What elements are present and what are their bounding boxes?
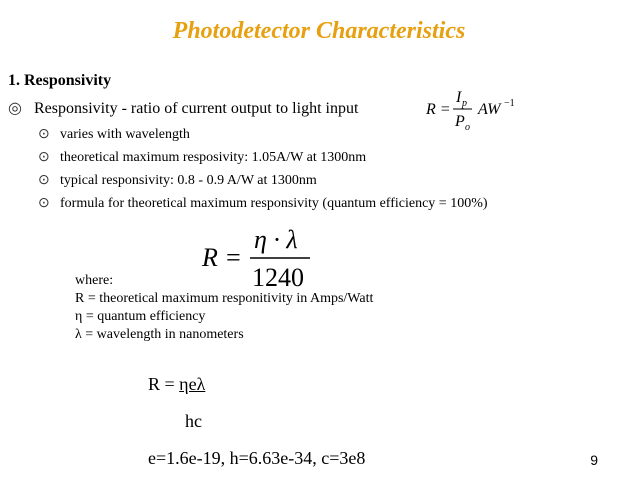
formula-small-unit-exp: −1 bbox=[504, 98, 515, 109]
sub-bullet bbox=[38, 149, 366, 166]
sub-bullet-icon: ⊙ bbox=[38, 173, 50, 188]
sub-bullet bbox=[38, 172, 317, 189]
sub-bullet-icon: ⊙ bbox=[38, 127, 50, 142]
formula-big-numerator: η · λ bbox=[254, 225, 298, 254]
sub-bullet-text: varies with wavelength bbox=[60, 127, 190, 142]
section-heading: 1. Responsivity bbox=[8, 72, 112, 89]
where-line: η = quantum efficiency bbox=[75, 309, 206, 324]
sub-bullet-text: formula for theoretical maximum responsivity (quantum efficiency = 100%) bbox=[60, 196, 488, 211]
formula2-numerator-line bbox=[148, 374, 205, 395]
physical-constants: e=1.6e-19, h=6.63e-34, c=3e8 bbox=[148, 448, 366, 468]
sub-bullet-icon: ⊙ bbox=[38, 196, 50, 211]
sub-bullet-text: typical responsivity: 0.8 - 0.9 A/W at 1300nm bbox=[60, 173, 317, 188]
where-label: where: bbox=[75, 273, 114, 288]
formula-small-denominator: P bbox=[455, 113, 465, 130]
theoretical-responsivity-formula bbox=[198, 222, 318, 292]
slide-title: Photodetector Characteristics bbox=[172, 18, 466, 44]
sub-bullet bbox=[38, 126, 190, 143]
formula-small-numerator: I bbox=[456, 89, 462, 106]
formula2-prefix: R = bbox=[148, 374, 180, 394]
main-bullet bbox=[8, 98, 358, 118]
responsivity-formula bbox=[424, 84, 524, 136]
formula2-denominator: hc bbox=[185, 411, 202, 431]
formula-small-lhs: R = bbox=[426, 101, 451, 118]
formula-small-unit: AW bbox=[478, 101, 501, 118]
page-number: 9 bbox=[590, 452, 598, 468]
where-line: R = theoretical maximum responitivity in Amps/Watt bbox=[75, 291, 374, 306]
sub-bullet-icon: ⊙ bbox=[38, 150, 50, 165]
formula-big-denominator: 1240 bbox=[252, 263, 304, 292]
sub-bullet bbox=[38, 195, 488, 212]
formula2-numerator: ηeλ bbox=[179, 374, 206, 394]
formula-small-numerator-sub: p bbox=[462, 98, 467, 109]
bullet-icon: ◎ bbox=[8, 100, 22, 117]
formula-small-denominator-sub: o bbox=[465, 122, 470, 133]
sub-bullet-text: theoretical maximum resposivity: 1.05A/W at 1300nm bbox=[60, 150, 367, 165]
where-line: λ = wavelength in nanometers bbox=[75, 327, 244, 342]
formula-big-lhs: R = bbox=[202, 243, 242, 272]
main-bullet-text: Responsivity - ratio of current output to light input bbox=[34, 100, 359, 117]
